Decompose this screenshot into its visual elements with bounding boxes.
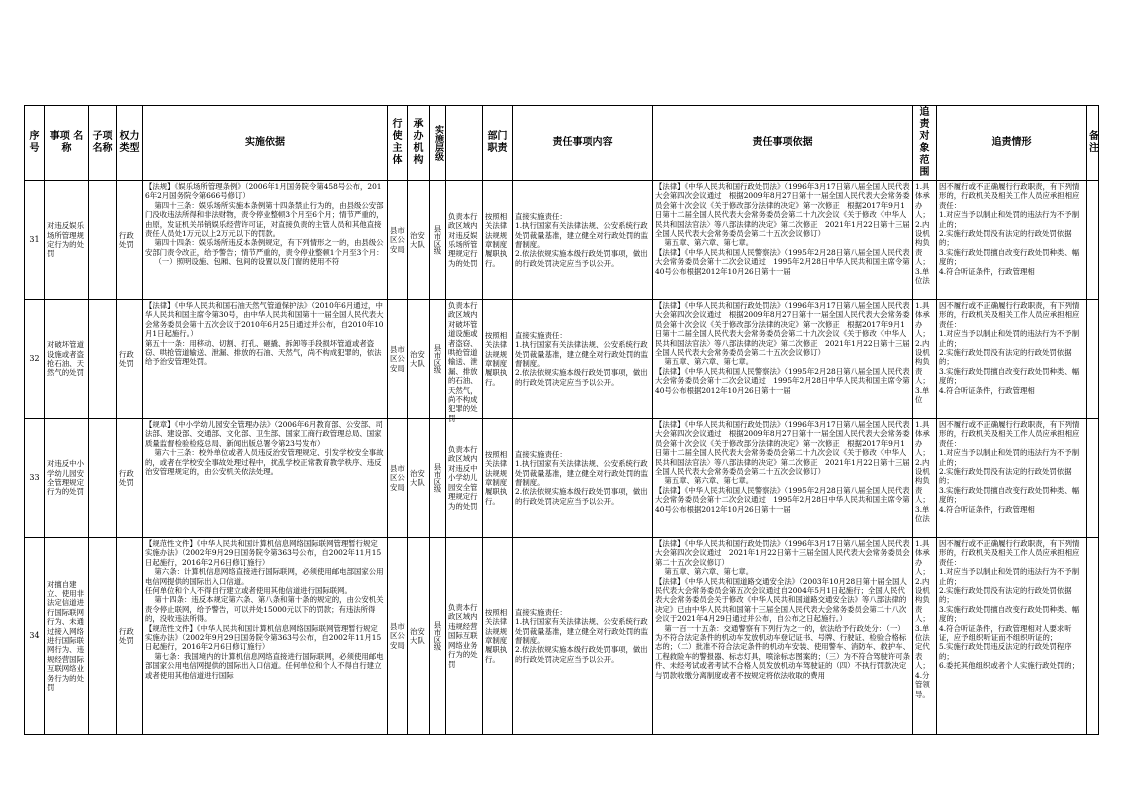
row-dept-duty: 负责本行政区域内对违反娱乐场所管理规定行为的处罚 — [448, 211, 478, 268]
row-pursue-situation: 因不履行或不正确履行行政职责，有下列情形的，行政机关及相关工作人员应承担相应责任： 1.对应当予以制止和处罚的违法行为不予制止的； 2.实施行政处罚没有法定的行政处罚依据的； 3.实施行政处罚擅自改变行政处罚种类、幅度的； 4.符合听证条件，行政管理相对人要求听证，应予组织听证而不组织听证的； 5.实施行政处罚违反法定的行政处罚程序的； 6.委托其他组织或者个人实施行政处罚的； — [939, 539, 1080, 671]
row-item-name: 对破坏管道设施或者盗抢石油、天然气的处罚 — [47, 340, 84, 378]
header-item: 事项 名称 — [45, 106, 89, 181]
row-seq: 31 — [25, 181, 45, 300]
row-subject: 县市区公安局 — [390, 463, 405, 492]
row-note — [1087, 538, 1099, 735]
row-item-name: 对违反中小学幼儿园安全管理规定行为的处罚 — [47, 459, 84, 497]
row-org: 治安大队 — [410, 349, 425, 368]
row-resp-basis: 【法律】《中华人民共和国行政处罚法》（1996年3月17日第八届全国人民代表大会第四次会议通过 2021年1月22日第十三届全国人民代表大会常务委员会第二十五次会议修订） 第五章、第六章、第七章。 【法律】《中华人民共和国道路交通安全法》（2003年10月28日第十届全国人民代表大会常务委员会第五次会议通过自2004年5月1日起施行；全国人民代表大会常务委员会关于修改《中华人民共和国道路交通安全法》等八部法律的决定》已由中华人民共和国第十三届全国人民代表大会常务委员会第二十八次会议于2021年4月29日通过并公布，自公布之日起施行。） 第一百一十五条：交通警察有下列行为之一的，依法给予行政处分：（一）为不符合法定条件的机动车发放机动车登记证书、号牌、行驶证、检验合格标志的；（二）批准不符合法定条件的机动车安装、使用警车、消防车、救护车、工程救险车的警报器、标志灯具，喷涂标志图案的；（三）为不符合驾驶许可条件、未经考试或者考试不合格人员发放机动车驾驶证的（四）不执行罚款决定与罚款收缴分离制度或者不按规定将依法收取的费用 — [655, 539, 910, 680]
header-resp-basis: 责任事项依据 — [653, 106, 913, 181]
header-pursue-situation: 追责情形 — [937, 106, 1087, 181]
row-resp-content: 直接实施责任： 1.执行国家有关法律法规、公安系统行政处罚裁量基准，建立健全对行政处罚的监督制度。 2.依法依规实施本级行政处罚事项，做出的行政处罚决定应当予以公开。 — [515, 330, 649, 387]
header-blank — [446, 106, 483, 181]
row-subject: 县市区公安局 — [390, 344, 405, 373]
row-seq: 32 — [25, 300, 45, 419]
row-subitem — [89, 538, 117, 735]
row-resp-content: 直接实施责任： 1.执行国家有关法律法规、公安系统行政处罚裁量基准，建立健全对行政处罚的监督制度。 2.依法依规实施本级行政处罚事项，做出的行政处罚决定应当予以公开。 — [515, 449, 649, 506]
header-subitem: 子项名称 — [89, 106, 117, 181]
row-pursue-scope: 1.具体承办人；2.内设机构负责人；3.单位 — [915, 301, 930, 405]
row-org: 治安大队 — [410, 626, 425, 645]
row-note — [1087, 300, 1099, 419]
row-dept-duty-exec: 按照相关法律法规规章制度履职执行。 — [485, 330, 508, 387]
row-dept-duty-exec: 按照相关法律法规规章制度履职执行。 — [485, 449, 508, 506]
row-type: 行政处罚 — [119, 230, 134, 249]
row-dept-duty: 负责本行政区域内对破坏管道设施或者盗窃、哄抢管道输送、泄漏、排放的石油、天然气，尚不构成犯罪的处罚 — [448, 301, 478, 423]
header-level-text: 实施层级 — [433, 125, 443, 161]
header-dept-duty: 部门职责 — [483, 106, 513, 181]
row-note — [1087, 181, 1099, 300]
row-subitem — [89, 181, 117, 300]
row-subject: 县市区公安局 — [390, 621, 405, 650]
row-pursue-scope: 1.具体承办人；2.内设机构负责人；3.单位法 — [915, 182, 930, 286]
row-pursue-situation: 因不履行或不正确履行行政职责，有下列情形的，行政机关及相关工作人员应承担相应责任： 1.对应当予以制止和处罚的违法行为不予制止的； 2.实施行政处罚没有法定的行政处罚依据的； 3.实施行政处罚擅自改变行政处罚种类、幅度的； 4.符合听证条件，行政管理相 — [939, 182, 1080, 276]
row-resp-basis: 【法律】《中华人民共和国行政处罚法》（1996年3月17日第八届全国人民代表大会第四次会议通过 根据2009年8月27日第十一届全国人民代表大会常务委员会第十次会议《关于修改部分法律的决定》第一次修正 根据2017年9月1日第十二届全国人民代表大会常务委员会第二十九次会议《关于修改〈中华人民共和国法官法〉等八部法律的决定》第二次修正 2021年1月22日第十三届全国人民代表大会常务委员会第二十五次会议修订） 第五章、第六章、第七章。 【法律】《中华人民共和国人民警察法》（1995年2月28日第八届全国人民代表大会常务委员会第十二次会议通过 1995年2月28日中华人民共和国主席令第40号公布根据2012年10月26日第十一届 — [655, 301, 910, 395]
row-level: 县市区级 — [433, 463, 442, 493]
row-dept-duty-exec: 按照相关法律法规规章制度履职执行。 — [485, 607, 508, 664]
header-subject: 行使主体 — [388, 106, 408, 181]
table-row — [25, 181, 1099, 300]
row-seq: 33 — [25, 419, 45, 538]
row-basis: 【法律】《中华人民共和国石油天然气管道保护法》（2010年6月通过，中华人民共和国主席令第30号，由中华人民共和国第十一届全国人民代表大会常务委员会第十五次会议于2010年6月25日通过并公布，自2010年10月1日起施行。） 第五十一条：用移动、切割、打孔、砸撬、拆卸等手段损坏管道或者盗窃、哄抢管道输送、泄漏、排放的石油、天然气，尚不构成犯罪的，依法给予治安管理处罚。 — [145, 301, 384, 367]
row-item-name: 对擅自建立、使用非法定信道进行国际联网行为、未通过接入网络进行国际联网行为、违规经营国际互联网络业务行为的处罚 — [47, 579, 84, 693]
table-row — [25, 419, 1099, 538]
row-resp-content: 直接实施责任： 1.执行国家有关法律法规、公安系统行政处罚裁量基准，建立健全对行政处罚的监督制度。 2.依法依规实施本级行政处罚事项，做出的行政处罚决定应当予以公开。 — [515, 211, 649, 268]
row-level: 县市区级 — [433, 621, 442, 651]
row-basis: 【法规】《娱乐场所管理条例》（2006年1月国务院令第458号公布，2016年2月国务院令第666号修订） 第四十三条：娱乐场所实施本条例第十四条禁止行为的，由县级公安部门没收违法所得和非法财物，责令停业整顿3个月至6个月；情节严重的，由原，发证机关吊销娱乐经营许可证，对直接负责的主管人员和其他直接责任人员处1万元以上2万元以下的罚款。 第四十四条：娱乐场所违反本条例规定，有下列情形之一的，由县级公安部门责令改正，给予警告；情节严重的，责令停业整顿1个月至3个月： （一）照明设施、包厢、包间的设置以及门窗的使用不符 — [145, 182, 384, 267]
row-resp-content: 直接实施责任： 1.执行国家有关法律法规、公安系统行政处罚裁量基准，建立健全对行政处罚的监督制度。 2.依法依规实施本级行政处罚事项，做出的行政处罚决定应当予以公开。 — [515, 607, 649, 664]
row-type: 行政处罚 — [119, 468, 134, 487]
row-pursue-situation: 因不履行或不正确履行行政职责，有下列情形的，行政机关及相关工作人员应承担相应责任： 1.对应当予以制止和处罚的违法行为不予制止的； 2.实施行政处罚没有法定的行政处罚依据的； 3.实施行政处罚擅自改变行政处罚种类、幅度的； 4.符合听证条件，行政管理相 — [939, 420, 1080, 514]
row-level: 县市区级 — [433, 225, 442, 255]
header-note: 备注 — [1087, 106, 1099, 181]
row-basis: 【规范性文件】《中华人民共和国计算机信息网络国际联网管理暂行规定实施办法》（2002年9月29日国务院令第363号公布，自2002年11月15日起施行，2016年2月6日修订施行） 第六条：计算机信息网络直接进行国际联网，必须使用邮电部国家公用电信网提供的国际出入口信道。 任何单位和个人不得自行建立或者使用其他信道进行国际联网。 第十四条：违反本规定第六条、第八条和第十条的规定的，由公安机关责令停止联网，给予警告，可以并处15000元以下的罚款；有违法所得的，没收违法所得。 【规范性文件】《中华人民共和国计算机信息网络国际联网管理暂行规定实施办法》（2002年9月29日国务院令第363号公布，自2002年11月15日起施行，2016年2月6日修订施行） 第七条：我国境内的计算机信息网络直接进行国际联网，必须使用邮电部国家公用电信网提供的国际出入口信道。任何单位和个人不得自行建立或者使用其他信道进行国际 — [145, 539, 384, 680]
responsibility-table — [24, 105, 1099, 735]
row-item-name: 对违反娱乐场所管理规定行为的处罚 — [47, 221, 84, 259]
row-subject: 县市区公安局 — [390, 225, 405, 254]
row-type: 行政处罚 — [119, 626, 134, 645]
header-seq: 序号 — [25, 106, 45, 181]
row-resp-basis: 【法律】《中华人民共和国行政处罚法》（1996年3月17日第八届全国人民代表大会第四次会议通过 根据2009年8月27日第十一届全国人民代表大会常务委员会第十次会议《关于修改部分法律的决定》第一次修正 根据2017年9月1日第十二届全国人民代表大会常务委员会第二十九次会议《关于修改〈中华人民共和国法官法〉等八部法律的决定》第二次修正 2021年1月22日第十三届全国人民代表大会常务委员会第二十五次会议修订） 第五章、第六章、第七章。 【法律】《中华人民共和国人民警察法》（1995年2月28日第八届全国人民代表大会常务委员会第十二次会议通过 1995年2月28日中华人民共和国主席令第40号公布根据2012年10月26日第十一届 — [655, 182, 910, 276]
row-org: 治安大队 — [410, 230, 425, 249]
row-type: 行政处罚 — [119, 349, 134, 368]
row-dept-duty-exec: 按照相关法律法规规章制度履职执行。 — [485, 211, 508, 268]
row-subitem — [89, 300, 117, 419]
row-org: 治安大队 — [410, 468, 425, 487]
table-row — [25, 538, 1099, 735]
table-header-row — [25, 106, 1099, 181]
row-pursue-scope: 1.具体承办人；2.内设机构负责人；3.单位法 — [915, 420, 930, 524]
header-pursue-scope: 追责对象范围 — [913, 106, 937, 181]
row-level: 县市区级 — [433, 344, 442, 374]
row-pursue-situation: 因不履行或不正确履行行政职责，有下列情形的，行政机关及相关工作人员应承担相应责任： 1.对应当予以制止和处罚的违法行为不予制止的； 2.实施行政处罚没有法定的行政处罚依据的； 3.实施行政处罚擅自改变行政处罚种类、幅度的； 4.符合听证条件，行政管理相 — [939, 301, 1080, 395]
header-level — [430, 106, 446, 181]
header-basis: 实施依据 — [143, 106, 388, 181]
row-resp-basis: 【法律】《中华人民共和国行政处罚法》（1996年3月17日第八届全国人民代表大会第四次会议通过 根据2009年8月27日第十一届全国人民代表大会常务委员会第十次会议《关于修改部分法律的决定》第一次修正 根据2017年9月1日第十二届全国人民代表大会常务委员会第二十九次会议《关于修改〈中华人民共和国法官法〉等八部法律的决定》第二次修正 2021年1月22日第十三届全国人民代表大会常务委员会第二十五次会议修订） 第五章、第六章、第七章。 【法律】《中华人民共和国人民警察法》（1995年2月28日第八届全国人民代表大会常务委员会第十二次会议通过 1995年2月28日中华人民共和国主席令第40号公布根据2012年10月26日第十一届 — [655, 420, 910, 514]
table-row — [25, 300, 1099, 419]
row-subitem — [89, 419, 117, 538]
row-dept-duty: 负责本行政区域内违规经营国际互联网络业务行为的处罚 — [448, 603, 478, 669]
header-resp-content: 责任事项内容 — [513, 106, 653, 181]
row-dept-duty: 负责本行政区域内对违反中小学幼儿园安全管理规定行为的处罚 — [448, 445, 478, 511]
header-org: 承办机构 — [408, 106, 430, 181]
row-note — [1087, 419, 1099, 538]
responsibility-table-sheet — [24, 105, 1098, 701]
row-pursue-scope: 1.具体承办人；2.内设机构负责人；3.单位法定代表人；4.分管领导。 — [915, 539, 930, 699]
row-basis: 【规章】《中小学幼儿园安全管理办法》（2006年6月教育部、公安部、司法部、建设部、交通部、文化部、卫生部、国家工商行政管理总局、国家质量监督检验检疫总局、新闻出版总署令第23号发布） 第六十三条：校外单位或者人员违反治安管理规定、引发学校安全事故的，或者在学校安全事故处理过程中，扰乱学校正常教育教学秩序、违反治安管理规定的，由公安机关依法处理。 — [145, 420, 384, 477]
header-type: 权力类型 — [117, 106, 143, 181]
row-seq: 34 — [25, 538, 45, 735]
